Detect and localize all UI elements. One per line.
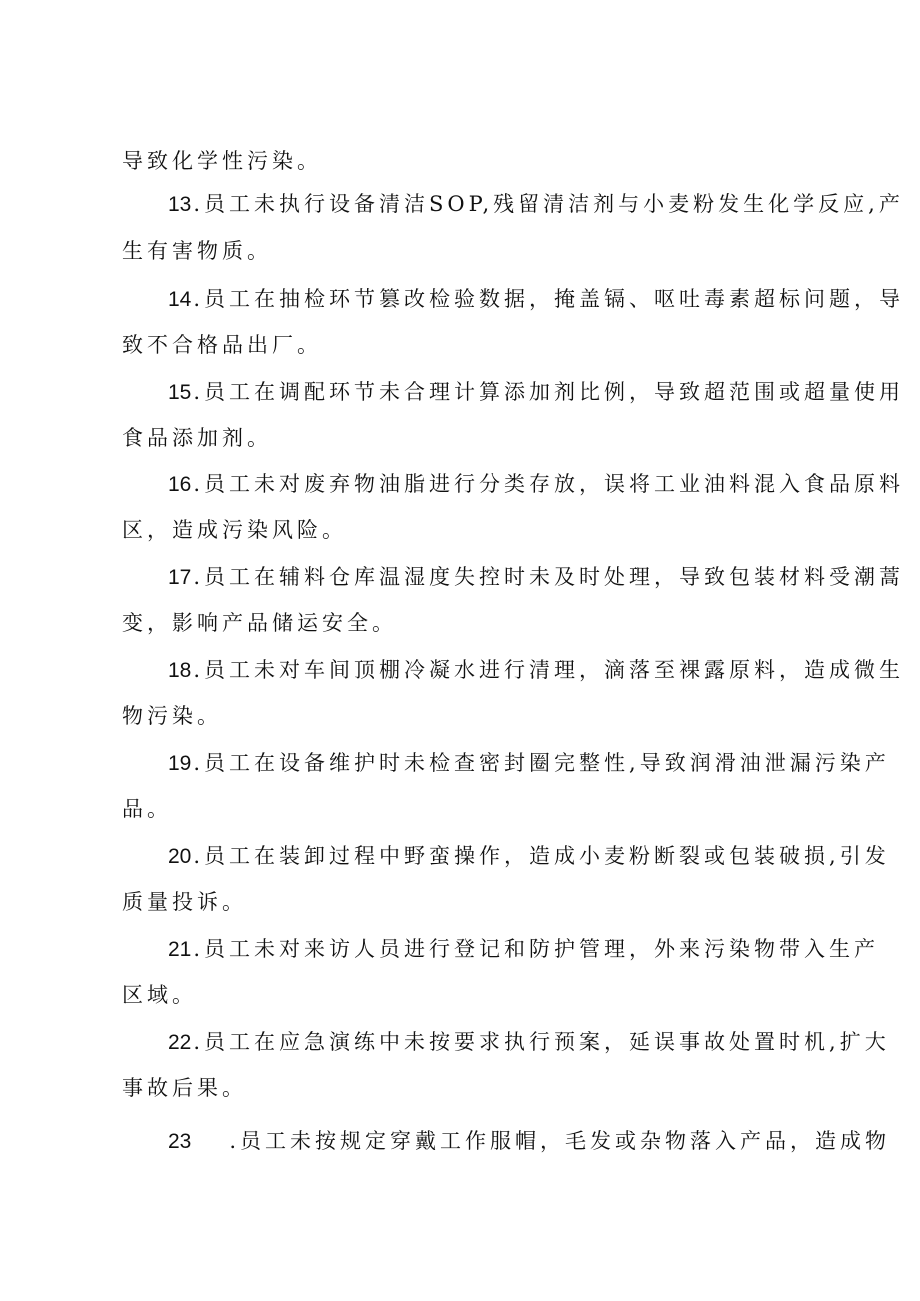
list-item-18-line1 xyxy=(168,655,905,686)
list-item-20-line1 xyxy=(168,841,890,872)
list-item-21-line2: 区域。 xyxy=(122,983,197,1007)
list-item-17-line1 xyxy=(168,562,905,593)
list-item-15-line1 xyxy=(168,377,905,408)
list-item-15-line2: 食品添加剂。 xyxy=(122,426,272,450)
list-item-23-line1 xyxy=(168,1126,891,1157)
item-number: 16 xyxy=(168,473,192,496)
item-text: .员工在应急演练中未按要求执行预案，延误事故处置时机,扩大 xyxy=(193,1030,890,1054)
list-item-18-line2: 物污染。 xyxy=(122,704,222,728)
list-item-17-line2: 变，影响产品储运安全。 xyxy=(122,611,397,635)
item-text: .员工在抽检环节篡改检验数据，掩盖镉、呕吐毒素超标问题，导 xyxy=(193,287,905,311)
item-text: .员工未对废弃物油脂进行分类存放，误将工业油料混入食品原料 xyxy=(193,472,905,496)
item-number: 15 xyxy=(168,381,192,404)
item-text: .员工在装卸过程中野蛮操作，造成小麦粉断裂或包装破损,引发 xyxy=(193,844,890,868)
list-item-13-line1 xyxy=(168,189,904,220)
item-text: .员工在辅料仓库温湿度失控时未及时处理，导致包装材料受潮蒿 xyxy=(193,565,905,589)
list-item-13-line2: 生有害物质。 xyxy=(122,239,272,263)
list-item-22-line2: 事故后果。 xyxy=(122,1076,247,1100)
list-item-14-line2: 致不合格品出厂。 xyxy=(122,333,322,357)
item-text: .员工在设备维护时未检查密封圈完整性,导致润滑油泄漏污染产 xyxy=(193,751,890,775)
item-number: 18 xyxy=(168,659,192,682)
item-text: .员工未对车间顶棚冷凝水进行清理，滴落至裸露原料，造成微生 xyxy=(193,658,905,682)
list-item-22-line1 xyxy=(168,1027,890,1058)
lead-in-text: 导致化学性污染。 xyxy=(122,149,322,173)
list-item-21-line1 xyxy=(168,934,880,965)
item-number: 14 xyxy=(168,288,192,311)
list-item-19-line1 xyxy=(168,748,890,779)
item-text: .员工在调配环节未合理计算添加剂比例，导致超范围或超量使用 xyxy=(193,380,905,404)
item-text: .员工未按规定穿戴工作服帽，毛发或杂物落入产品，造成物 xyxy=(229,1129,891,1153)
list-item-14-line1 xyxy=(168,284,905,315)
item-number: 19 xyxy=(168,752,192,775)
list-item-20-line2: 质量投诉。 xyxy=(122,890,247,914)
list-item-16-line1 xyxy=(168,469,905,500)
item-text: .员工未执行设备清洁SOP,残留清洁剂与小麦粉发生化学反应,产 xyxy=(193,192,904,216)
list-item-19-line2: 品。 xyxy=(122,797,172,821)
item-number: 22 xyxy=(168,1031,192,1054)
item-number: 23 xyxy=(168,1130,192,1153)
list-item-16-line2: 区，造成污染风险。 xyxy=(122,518,347,542)
item-text: .员工未对来访人员进行登记和防护管理，外来污染物带入生产 xyxy=(193,937,880,961)
item-number: 17 xyxy=(168,566,192,589)
item-number: 20 xyxy=(168,845,192,868)
item-number: 13 xyxy=(168,193,192,216)
item-number: 21 xyxy=(168,938,192,961)
